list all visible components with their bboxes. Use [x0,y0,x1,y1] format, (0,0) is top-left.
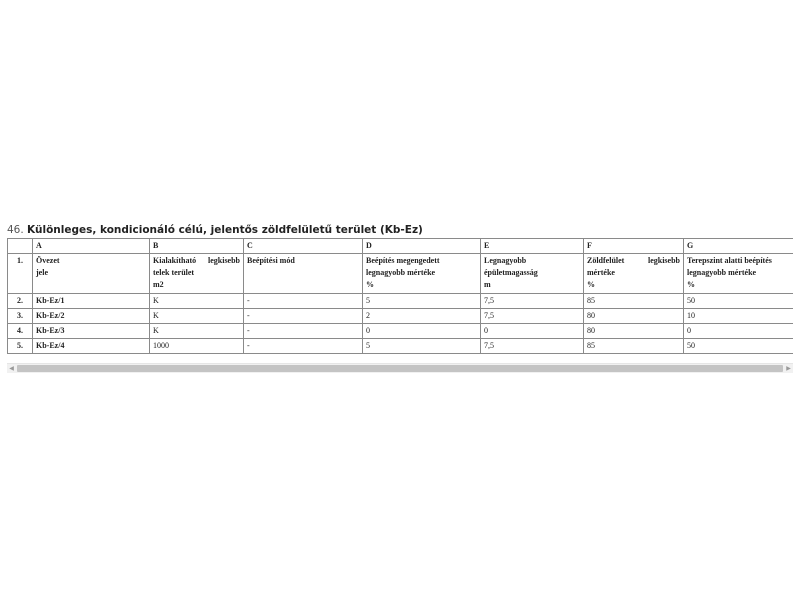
table-cell: 85 [584,294,684,309]
header-line: % [587,280,595,289]
zone-code-cell: Kb-Ez/3 [33,324,150,339]
table-cell: 0 [481,324,584,339]
table-cell: 7,5 [481,339,584,354]
table-scroll-container[interactable] [7,238,793,361]
column-letter-cell: B [150,239,244,254]
header-line: Zöldfelület legkisebb [587,256,680,265]
header-line: % [687,280,695,289]
table-cell: 80 [584,309,684,324]
header-cell-building-mode [244,254,363,294]
zone-code-cell: Kb-Ez/1 [33,294,150,309]
header-line: m2 [153,280,164,289]
column-letter-cell: A [33,239,150,254]
header-line: mértéke [587,268,615,277]
section-title: Különleges, kondicionáló célú, jelentős zöldfelületű terület (Kb-Ez) [27,224,423,236]
section-heading [7,223,793,237]
horizontal-scrollbar[interactable] [7,363,793,373]
header-line: Övezet [36,256,60,265]
row-number-cell: 4. [8,324,33,339]
table-cell: K [150,324,244,339]
table-cell: - [244,294,363,309]
table-header-row [8,254,794,294]
table-cell: K [150,309,244,324]
table-cell: 0 [363,324,481,339]
table-cell: 80 [584,324,684,339]
scrollbar-thumb[interactable] [17,365,783,372]
table-cell: 5 [363,294,481,309]
header-line: m [484,280,491,289]
table-cell: 50 [684,339,794,354]
row-number-cell: 2. [8,294,33,309]
table-row [8,294,794,309]
row-number-cell: 5. [8,339,33,354]
section-number: 46. [7,224,24,236]
scroll-left-arrow-icon[interactable]: ◀ [9,365,14,372]
header-line: % [366,280,374,289]
scroll-right-arrow-icon[interactable]: ▶ [786,365,791,372]
table-cell: 50 [684,294,794,309]
header-line: jele [36,268,48,277]
column-letter-row [8,239,794,254]
header-cell-min-lot-area [150,254,244,294]
table-cell: 0 [684,324,794,339]
zoning-rules-table [7,238,793,354]
header-cell-zone-code [33,254,150,294]
table-cell: K [150,294,244,309]
header-line: legnagyobb mértéke [687,268,757,277]
header-line: Beépítés megengedett [366,256,440,265]
table-cell: - [244,339,363,354]
table-row [8,339,794,354]
header-line: épületmagasság [484,268,538,277]
column-letter-cell: D [363,239,481,254]
header-line: telek terület [153,268,195,277]
column-letter-cell: E [481,239,584,254]
header-line: Beépítési mód [247,256,295,265]
table-cell: - [244,324,363,339]
row-number-cell: 3. [8,309,33,324]
column-letter-cell: F [584,239,684,254]
table-cell: 1000 [150,339,244,354]
header-line: Kialakítható legkisebb [153,256,240,265]
table-cell: 85 [584,339,684,354]
row-number-cell: 1. [8,254,33,294]
table-cell: - [244,309,363,324]
table-row [8,309,794,324]
column-letter-cell [8,239,33,254]
table-cell: 2 [363,309,481,324]
header-cell-max-underground-coverage [684,254,794,294]
table-cell: 7,5 [481,294,584,309]
column-letter-cell: C [244,239,363,254]
header-cell-max-building-height [481,254,584,294]
regulation-section [7,223,793,361]
header-line: legnagyobb mértéke [366,268,436,277]
table-cell: 7,5 [481,309,584,324]
table-row [8,324,794,339]
header-line: Terepszint alatti beépítés [687,256,772,265]
header-cell-min-green-area [584,254,684,294]
header-line: Legnagyobb [484,256,527,265]
column-letter-cell: G [684,239,794,254]
table-cell: 5 [363,339,481,354]
header-cell-max-coverage [363,254,481,294]
zone-code-cell: Kb-Ez/4 [33,339,150,354]
zone-code-cell: Kb-Ez/2 [33,309,150,324]
table-cell: 10 [684,309,794,324]
